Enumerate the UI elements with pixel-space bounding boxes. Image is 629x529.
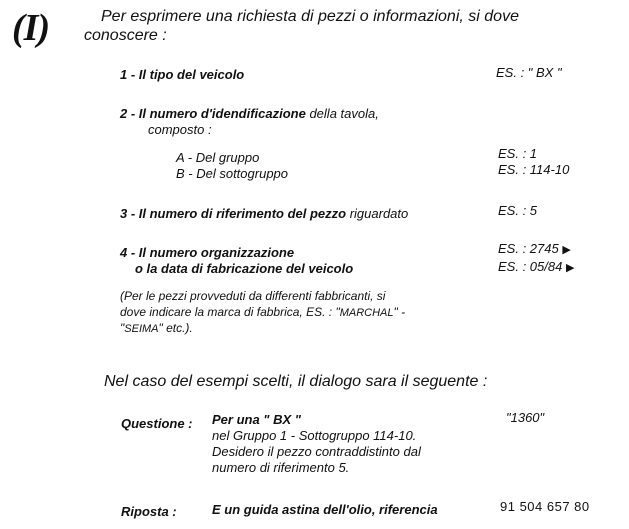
note-line-2b: " -: [393, 305, 406, 319]
item-4-example-1-text: ES. : 2745: [498, 241, 559, 256]
question-line-4: numero di riferimento 5.: [212, 460, 350, 475]
item-4-line-2: o la data di fabricazione del veicolo: [135, 261, 354, 276]
arrow-right-icon: ▶: [565, 262, 575, 274]
item-2-bold: 2 - Il numero d'idendificazione: [120, 106, 306, 121]
dialog-intro: Nel caso del esempi scelti, il dialogo sara il seguente :: [104, 373, 488, 390]
item-2-sub-a-example: ES. : 1: [498, 146, 538, 161]
item-2-sub-a: A - Del gruppo: [176, 150, 260, 165]
note-line-3b: " etc.).: [158, 321, 193, 335]
note-line-3a: ": [120, 321, 125, 335]
item-4-example-2-text: ES. : 05/84: [498, 259, 563, 274]
item-2-text: [120, 106, 379, 121]
item-2-line-2: composto :: [148, 122, 212, 137]
note-seima: SEIMA: [124, 323, 159, 335]
item-3-rest: riguardato: [346, 206, 409, 221]
item-2-sub-b-example: ES. : 114-10: [498, 162, 570, 177]
intro-line-2: conoscere :: [84, 27, 167, 44]
item-2-sub-b: B - Del sottogruppo: [176, 166, 289, 181]
section-mark: (I): [12, 7, 50, 49]
item-1-text: 1 - Il tipo del veicolo: [120, 67, 245, 82]
question-line-2: nel Gruppo 1 - Sottogruppo 114-10.: [212, 428, 417, 443]
item-4-example-1: [498, 241, 571, 258]
answer-label: Riposta :: [121, 504, 177, 519]
item-3-text: [120, 206, 408, 221]
note-marchal: MARCHAL: [339, 307, 394, 319]
item-3-bold: 3 - Il numero di riferimento del pezzo: [120, 206, 347, 221]
question-line-1: Per una " BX ": [212, 412, 301, 427]
item-3-example: ES. : 5: [498, 203, 538, 218]
answer-text: E un guida astina dell'olio, riferencia: [212, 502, 438, 517]
arrow-right-icon: ▶: [562, 244, 571, 256]
intro-line-1: Per esprimere una richiesta di pezzi o informazioni, si dove: [101, 8, 519, 25]
note-line-1: (Per le pezzi provveduti da differenti fabbricanti, si: [120, 289, 386, 303]
item-4-example-2: [498, 259, 574, 276]
item-2-rest: della tavola,: [305, 106, 379, 121]
note-line-3: [120, 321, 193, 337]
item-1-example: ES. : " BX ": [496, 65, 562, 80]
note-line-2a: dove indicare la marca di fabbrica, ES. : ": [120, 305, 340, 319]
note-line-2: [120, 305, 405, 321]
item-4-line-1: 4 - Il numero organizzazione: [120, 245, 295, 260]
question-line-3: Desidero il pezzo contraddistinto dal: [212, 444, 421, 459]
question-code: "1360": [506, 410, 545, 425]
answer-reference: 91 504 657 80: [500, 499, 590, 514]
question-label: Questione :: [121, 416, 193, 431]
